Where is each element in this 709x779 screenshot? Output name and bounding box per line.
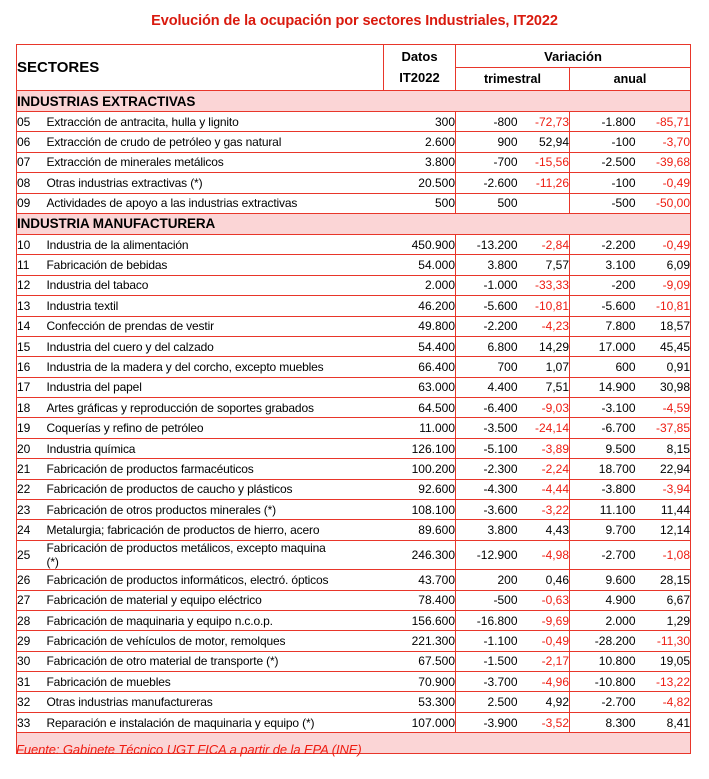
cell-sector-name: Extracción de antracita, hulla y lignito — [47, 112, 384, 132]
cell-var-anual-abs: -100 — [570, 132, 636, 152]
cell-var-trimestral-pct: -11,26 — [518, 173, 570, 193]
cell-var-trimestral-pct: -0,49 — [518, 631, 570, 651]
cell-datos-it2022: 300 — [384, 112, 456, 132]
cell-var-anual-pct: 11,44 — [636, 500, 691, 520]
cell-var-trimestral-abs: -6.400 — [456, 398, 518, 418]
cell-sector-name: Metalurgia; fabricación de productos de hierro, acero — [47, 520, 384, 540]
cell-var-trimestral-pct: -4,23 — [518, 316, 570, 336]
cell-var-anual-pct: -1,08 — [636, 540, 691, 569]
cell-var-trimestral-pct: -72,73 — [518, 112, 570, 132]
cell-var-trimestral-pct: -10,81 — [518, 296, 570, 316]
cell-datos-it2022: 126.100 — [384, 438, 456, 458]
cell-sector-code: 22 — [17, 479, 47, 499]
cell-sector-code: 30 — [17, 651, 47, 671]
cell-var-trimestral-abs: -5.600 — [456, 296, 518, 316]
cell-var-anual-abs: 8.300 — [570, 712, 636, 732]
cell-sector-name: Industria textil — [47, 296, 384, 316]
cell-var-anual-abs: 17.000 — [570, 336, 636, 356]
cell-datos-it2022: 2.600 — [384, 132, 456, 152]
cell-var-trimestral-abs: -3.700 — [456, 672, 518, 692]
cell-datos-it2022: 92.600 — [384, 479, 456, 499]
cell-var-trimestral-pct: -2,84 — [518, 234, 570, 254]
cell-var-anual-pct: -85,71 — [636, 112, 691, 132]
cell-var-trimestral-pct: -15,56 — [518, 152, 570, 172]
cell-sector-code: 25 — [17, 540, 47, 569]
table-row — [17, 152, 691, 172]
cell-sector-code: 18 — [17, 398, 47, 418]
datos-line-2: IT2022 — [399, 69, 440, 85]
cell-var-trimestral-abs: 900 — [456, 132, 518, 152]
cell-var-trimestral-abs: -3.900 — [456, 712, 518, 732]
cell-var-anual-pct: 12,14 — [636, 520, 691, 540]
cell-sector-code: 15 — [17, 336, 47, 356]
cell-var-trimestral-pct: -2,17 — [518, 651, 570, 671]
table-row — [17, 672, 691, 692]
cell-sector-code: 28 — [17, 610, 47, 630]
cell-var-trimestral-abs: -3.600 — [456, 500, 518, 520]
cell-var-trimestral-abs: -800 — [456, 112, 518, 132]
cell-sector-code: 21 — [17, 459, 47, 479]
cell-var-trimestral-abs: -5.100 — [456, 438, 518, 458]
cell-var-anual-pct: 45,45 — [636, 336, 691, 356]
cell-var-anual-pct: 8,15 — [636, 438, 691, 458]
cell-sector-code: 05 — [17, 112, 47, 132]
cell-datos-it2022: 100.200 — [384, 459, 456, 479]
cell-sector-code: 17 — [17, 377, 47, 397]
column-header-sectores: SECTORES — [17, 45, 384, 91]
cell-var-trimestral-pct: 1,07 — [518, 357, 570, 377]
table-row — [17, 377, 691, 397]
table-header — [17, 45, 691, 91]
cell-var-anual-pct: -4,82 — [636, 692, 691, 712]
table-row — [17, 112, 691, 132]
cell-datos-it2022: 70.900 — [384, 672, 456, 692]
cell-var-anual-pct: 1,29 — [636, 610, 691, 630]
column-header-trimestral: trimestral — [456, 68, 570, 91]
cell-datos-it2022: 63.000 — [384, 377, 456, 397]
cell-var-anual-abs: 600 — [570, 357, 636, 377]
cell-var-anual-abs: 7.800 — [570, 316, 636, 336]
cell-sector-code: 29 — [17, 631, 47, 651]
cell-sector-name: Industria de la alimentación — [47, 234, 384, 254]
cell-var-anual-abs: -6.700 — [570, 418, 636, 438]
cell-sector-name: Fabricación de material y equipo eléctrico — [47, 590, 384, 610]
cell-sector-code: 09 — [17, 193, 47, 213]
table-row — [17, 234, 691, 254]
cell-var-anual-abs: -3.100 — [570, 398, 636, 418]
cell-sector-name: Fabricación de productos de caucho y plásticos — [47, 479, 384, 499]
cell-sector-name: Fabricación de otros productos minerales (*) — [47, 500, 384, 520]
cell-sector-code: 10 — [17, 234, 47, 254]
cell-datos-it2022: 3.800 — [384, 152, 456, 172]
cell-datos-it2022: 2.000 — [384, 275, 456, 295]
source-note: Fuente: Gabinete Técnico UGT FICA a partir de la EPA (INE) — [16, 742, 362, 757]
cell-sector-code: 31 — [17, 672, 47, 692]
cell-sector-name: Reparación e instalación de maquinaria y equipo (*) — [47, 712, 384, 732]
cell-datos-it2022: 89.600 — [384, 520, 456, 540]
section-header-row — [17, 91, 691, 112]
cell-sector-code: 13 — [17, 296, 47, 316]
cell-var-trimestral-pct: -3,52 — [518, 712, 570, 732]
sector-name-line-1: Fabricación de productos metálicos, excepto maquina — [46, 540, 326, 555]
table-row — [17, 357, 691, 377]
cell-var-anual-pct: -39,68 — [636, 152, 691, 172]
cell-sector-name: Coquerías y refino de petróleo — [47, 418, 384, 438]
cell-datos-it2022: 450.900 — [384, 234, 456, 254]
cell-sector-code: 20 — [17, 438, 47, 458]
cell-var-anual-pct: -13,22 — [636, 672, 691, 692]
cell-var-trimestral-pct: 14,29 — [518, 336, 570, 356]
cell-var-anual-pct: -3,70 — [636, 132, 691, 152]
cell-var-trimestral-abs: -500 — [456, 590, 518, 610]
cell-var-anual-pct: -0,49 — [636, 173, 691, 193]
cell-var-trimestral-abs: 4.400 — [456, 377, 518, 397]
cell-sector-code: 12 — [17, 275, 47, 295]
cell-var-anual-pct: 8,41 — [636, 712, 691, 732]
cell-var-trimestral-abs: -1.000 — [456, 275, 518, 295]
cell-var-trimestral-abs: -1.500 — [456, 651, 518, 671]
cell-var-trimestral-abs: 3.800 — [456, 255, 518, 275]
cell-datos-it2022: 43.700 — [384, 570, 456, 590]
cell-sector-name: Fabricación de productos informáticos, electró. ópticos — [47, 570, 384, 590]
cell-datos-it2022: 64.500 — [384, 398, 456, 418]
page-title: Evolución de la ocupación por sectores Industriales, IT2022 — [151, 13, 558, 29]
table-row — [17, 398, 691, 418]
cell-var-trimestral-abs: 6.800 — [456, 336, 518, 356]
cell-sector-name: Artes gráficas y reproducción de soportes grabados — [47, 398, 384, 418]
cell-var-trimestral-abs: -13.200 — [456, 234, 518, 254]
cell-sector-name: Fabricación de otro material de transporte (*) — [47, 651, 384, 671]
cell-var-trimestral-pct: -4,44 — [518, 479, 570, 499]
cell-sector-name: Fabricación de bebidas — [47, 255, 384, 275]
cell-var-trimestral-abs: -700 — [456, 152, 518, 172]
column-header-datos — [384, 45, 456, 91]
cell-var-anual-abs: -5.600 — [570, 296, 636, 316]
cell-datos-it2022: 500 — [384, 193, 456, 213]
cell-sector-name: Industria del papel — [47, 377, 384, 397]
cell-datos-it2022: 20.500 — [384, 173, 456, 193]
cell-sector-code: 14 — [17, 316, 47, 336]
cell-var-trimestral-abs: -2.300 — [456, 459, 518, 479]
cell-sector-code: 19 — [17, 418, 47, 438]
cell-sector-name: Fabricación de muebles — [47, 672, 384, 692]
industry-occupation-table — [16, 44, 691, 754]
table-row — [17, 275, 691, 295]
table-row — [17, 631, 691, 651]
cell-var-trimestral-abs: 200 — [456, 570, 518, 590]
cell-datos-it2022: 107.000 — [384, 712, 456, 732]
cell-var-trimestral-pct: 7,57 — [518, 255, 570, 275]
datos-line-1: Datos — [401, 49, 438, 65]
cell-var-trimestral-pct: -33,33 — [518, 275, 570, 295]
cell-var-anual-pct: 28,15 — [636, 570, 691, 590]
cell-var-anual-abs: 10.800 — [570, 651, 636, 671]
cell-var-trimestral-pct: -4,96 — [518, 672, 570, 692]
cell-sector-code: 33 — [17, 712, 47, 732]
cell-var-trimestral-abs: -4.300 — [456, 479, 518, 499]
cell-sector-name: Extracción de minerales metálicos — [47, 152, 384, 172]
cell-var-anual-abs: 2.000 — [570, 610, 636, 630]
cell-datos-it2022: 156.600 — [384, 610, 456, 630]
cell-var-trimestral-pct: 0,46 — [518, 570, 570, 590]
cell-var-trimestral-pct: -2,24 — [518, 459, 570, 479]
cell-var-anual-pct: 22,94 — [636, 459, 691, 479]
table-row — [17, 193, 691, 213]
cell-sector-name: Fabricación de vehículos de motor, remolques — [47, 631, 384, 651]
cell-var-anual-pct: -0,49 — [636, 234, 691, 254]
cell-var-anual-pct: 6,67 — [636, 590, 691, 610]
cell-sector-code: 08 — [17, 173, 47, 193]
cell-var-anual-pct: -9,09 — [636, 275, 691, 295]
column-header-variacion: Variación — [456, 45, 691, 68]
cell-datos-it2022: 108.100 — [384, 500, 456, 520]
cell-var-anual-abs: 9.700 — [570, 520, 636, 540]
cell-sector-code: 23 — [17, 500, 47, 520]
cell-sector-name: Fabricación de maquinaria y equipo n.c.o.p. — [47, 610, 384, 630]
table-row — [17, 479, 691, 499]
header-row-top — [17, 45, 691, 68]
table-row — [17, 316, 691, 336]
sector-name-line-2: (*) — [46, 554, 59, 569]
table-row — [17, 173, 691, 193]
cell-sector-name: Otras industrias manufactureras — [47, 692, 384, 712]
cell-sector-name: Industria de la madera y del corcho, excepto muebles — [47, 357, 384, 377]
cell-var-trimestral-abs: 2.500 — [456, 692, 518, 712]
table-row — [17, 132, 691, 152]
cell-sector-code: 24 — [17, 520, 47, 540]
cell-var-trimestral-pct: -9,03 — [518, 398, 570, 418]
table-row — [17, 418, 691, 438]
cell-datos-it2022: 54.000 — [384, 255, 456, 275]
cell-datos-it2022: 246.300 — [384, 540, 456, 569]
cell-datos-it2022: 66.400 — [384, 357, 456, 377]
cell-sector-code: 06 — [17, 132, 47, 152]
cell-var-trimestral-pct: -24,14 — [518, 418, 570, 438]
table-row — [17, 336, 691, 356]
table-row — [17, 692, 691, 712]
cell-var-anual-abs: 18.700 — [570, 459, 636, 479]
table-row — [17, 712, 691, 732]
cell-var-anual-abs: -200 — [570, 275, 636, 295]
table-row — [17, 459, 691, 479]
cell-var-trimestral-abs: 3.800 — [456, 520, 518, 540]
cell-var-anual-abs: 14.900 — [570, 377, 636, 397]
cell-var-anual-pct: -11,30 — [636, 631, 691, 651]
table-row — [17, 651, 691, 671]
cell-var-trimestral-pct — [518, 193, 570, 213]
cell-var-trimestral-pct: -0,63 — [518, 590, 570, 610]
table-row — [17, 438, 691, 458]
cell-var-trimestral-abs: 700 — [456, 357, 518, 377]
cell-sector-code: 07 — [17, 152, 47, 172]
cell-sector-name: Extracción de crudo de petróleo y gas natural — [47, 132, 384, 152]
cell-var-trimestral-pct: 7,51 — [518, 377, 570, 397]
table-row — [17, 255, 691, 275]
cell-datos-it2022: 54.400 — [384, 336, 456, 356]
table-row — [17, 590, 691, 610]
table-row — [17, 540, 691, 569]
cell-sector-name: Industria del cuero y del calzado — [47, 336, 384, 356]
cell-sector-name: Industria química — [47, 438, 384, 458]
cell-var-trimestral-pct: 4,92 — [518, 692, 570, 712]
table-row — [17, 520, 691, 540]
cell-datos-it2022: 78.400 — [384, 590, 456, 610]
cell-var-anual-pct: 30,98 — [636, 377, 691, 397]
cell-var-anual-abs: -2.700 — [570, 692, 636, 712]
cell-var-trimestral-abs: -1.100 — [456, 631, 518, 651]
cell-var-anual-abs: -10.800 — [570, 672, 636, 692]
cell-var-trimestral-abs: -3.500 — [456, 418, 518, 438]
cell-sector-name: Industria del tabaco — [47, 275, 384, 295]
cell-var-trimestral-abs: -16.800 — [456, 610, 518, 630]
cell-datos-it2022: 46.200 — [384, 296, 456, 316]
table-body — [17, 91, 691, 754]
table-row — [17, 570, 691, 590]
cell-var-trimestral-abs: -2.600 — [456, 173, 518, 193]
cell-var-anual-abs: -1.800 — [570, 112, 636, 132]
section-header-label: INDUSTRIAS EXTRACTIVAS — [17, 91, 691, 112]
cell-var-anual-pct: -4,59 — [636, 398, 691, 418]
cell-sector-name: Actividades de apoyo a las industrias extractivas — [47, 193, 384, 213]
cell-var-trimestral-pct: 52,94 — [518, 132, 570, 152]
cell-var-anual-pct: 6,09 — [636, 255, 691, 275]
cell-var-anual-pct: 19,05 — [636, 651, 691, 671]
cell-sector-name — [47, 540, 384, 569]
cell-var-anual-abs: 9.500 — [570, 438, 636, 458]
cell-sector-code: 11 — [17, 255, 47, 275]
cell-var-anual-abs: -2.700 — [570, 540, 636, 569]
cell-var-anual-pct: 18,57 — [636, 316, 691, 336]
cell-sector-code: 27 — [17, 590, 47, 610]
cell-var-anual-abs: -2.200 — [570, 234, 636, 254]
cell-datos-it2022: 53.300 — [384, 692, 456, 712]
cell-var-anual-abs: -2.500 — [570, 152, 636, 172]
column-header-anual: anual — [570, 68, 691, 91]
cell-var-anual-pct: -50,00 — [636, 193, 691, 213]
industry-table-container — [16, 44, 690, 754]
table-row — [17, 610, 691, 630]
cell-var-anual-abs: -28.200 — [570, 631, 636, 651]
cell-var-trimestral-abs: 500 — [456, 193, 518, 213]
cell-sector-name: Otras industrias extractivas (*) — [47, 173, 384, 193]
cell-var-anual-pct: -3,94 — [636, 479, 691, 499]
cell-var-trimestral-pct: -3,89 — [518, 438, 570, 458]
cell-var-anual-abs: -100 — [570, 173, 636, 193]
cell-datos-it2022: 49.800 — [384, 316, 456, 336]
cell-sector-code: 26 — [17, 570, 47, 590]
table-row — [17, 296, 691, 316]
cell-datos-it2022: 221.300 — [384, 631, 456, 651]
cell-var-anual-pct: 0,91 — [636, 357, 691, 377]
cell-var-trimestral-pct: -3,22 — [518, 500, 570, 520]
cell-var-anual-abs: 3.100 — [570, 255, 636, 275]
cell-var-anual-abs: 9.600 — [570, 570, 636, 590]
cell-var-anual-pct: -10,81 — [636, 296, 691, 316]
cell-var-trimestral-abs: -12.900 — [456, 540, 518, 569]
cell-datos-it2022: 11.000 — [384, 418, 456, 438]
cell-var-trimestral-pct: -9,69 — [518, 610, 570, 630]
cell-var-trimestral-abs: -2.200 — [456, 316, 518, 336]
cell-sector-name: Fabricación de productos farmacéuticos — [47, 459, 384, 479]
cell-var-trimestral-pct: 4,43 — [518, 520, 570, 540]
cell-sector-code: 32 — [17, 692, 47, 712]
section-header-label: INDUSTRIA MANUFACTURERA — [17, 213, 691, 234]
table-row — [17, 500, 691, 520]
cell-var-anual-abs: 11.100 — [570, 500, 636, 520]
cell-datos-it2022: 67.500 — [384, 651, 456, 671]
cell-var-anual-abs: -3.800 — [570, 479, 636, 499]
cell-sector-code: 16 — [17, 357, 47, 377]
cell-var-anual-abs: -500 — [570, 193, 636, 213]
section-header-row — [17, 213, 691, 234]
cell-var-anual-pct: -37,85 — [636, 418, 691, 438]
cell-var-anual-abs: 4.900 — [570, 590, 636, 610]
cell-var-trimestral-pct: -4,98 — [518, 540, 570, 569]
cell-sector-name: Confección de prendas de vestir — [47, 316, 384, 336]
